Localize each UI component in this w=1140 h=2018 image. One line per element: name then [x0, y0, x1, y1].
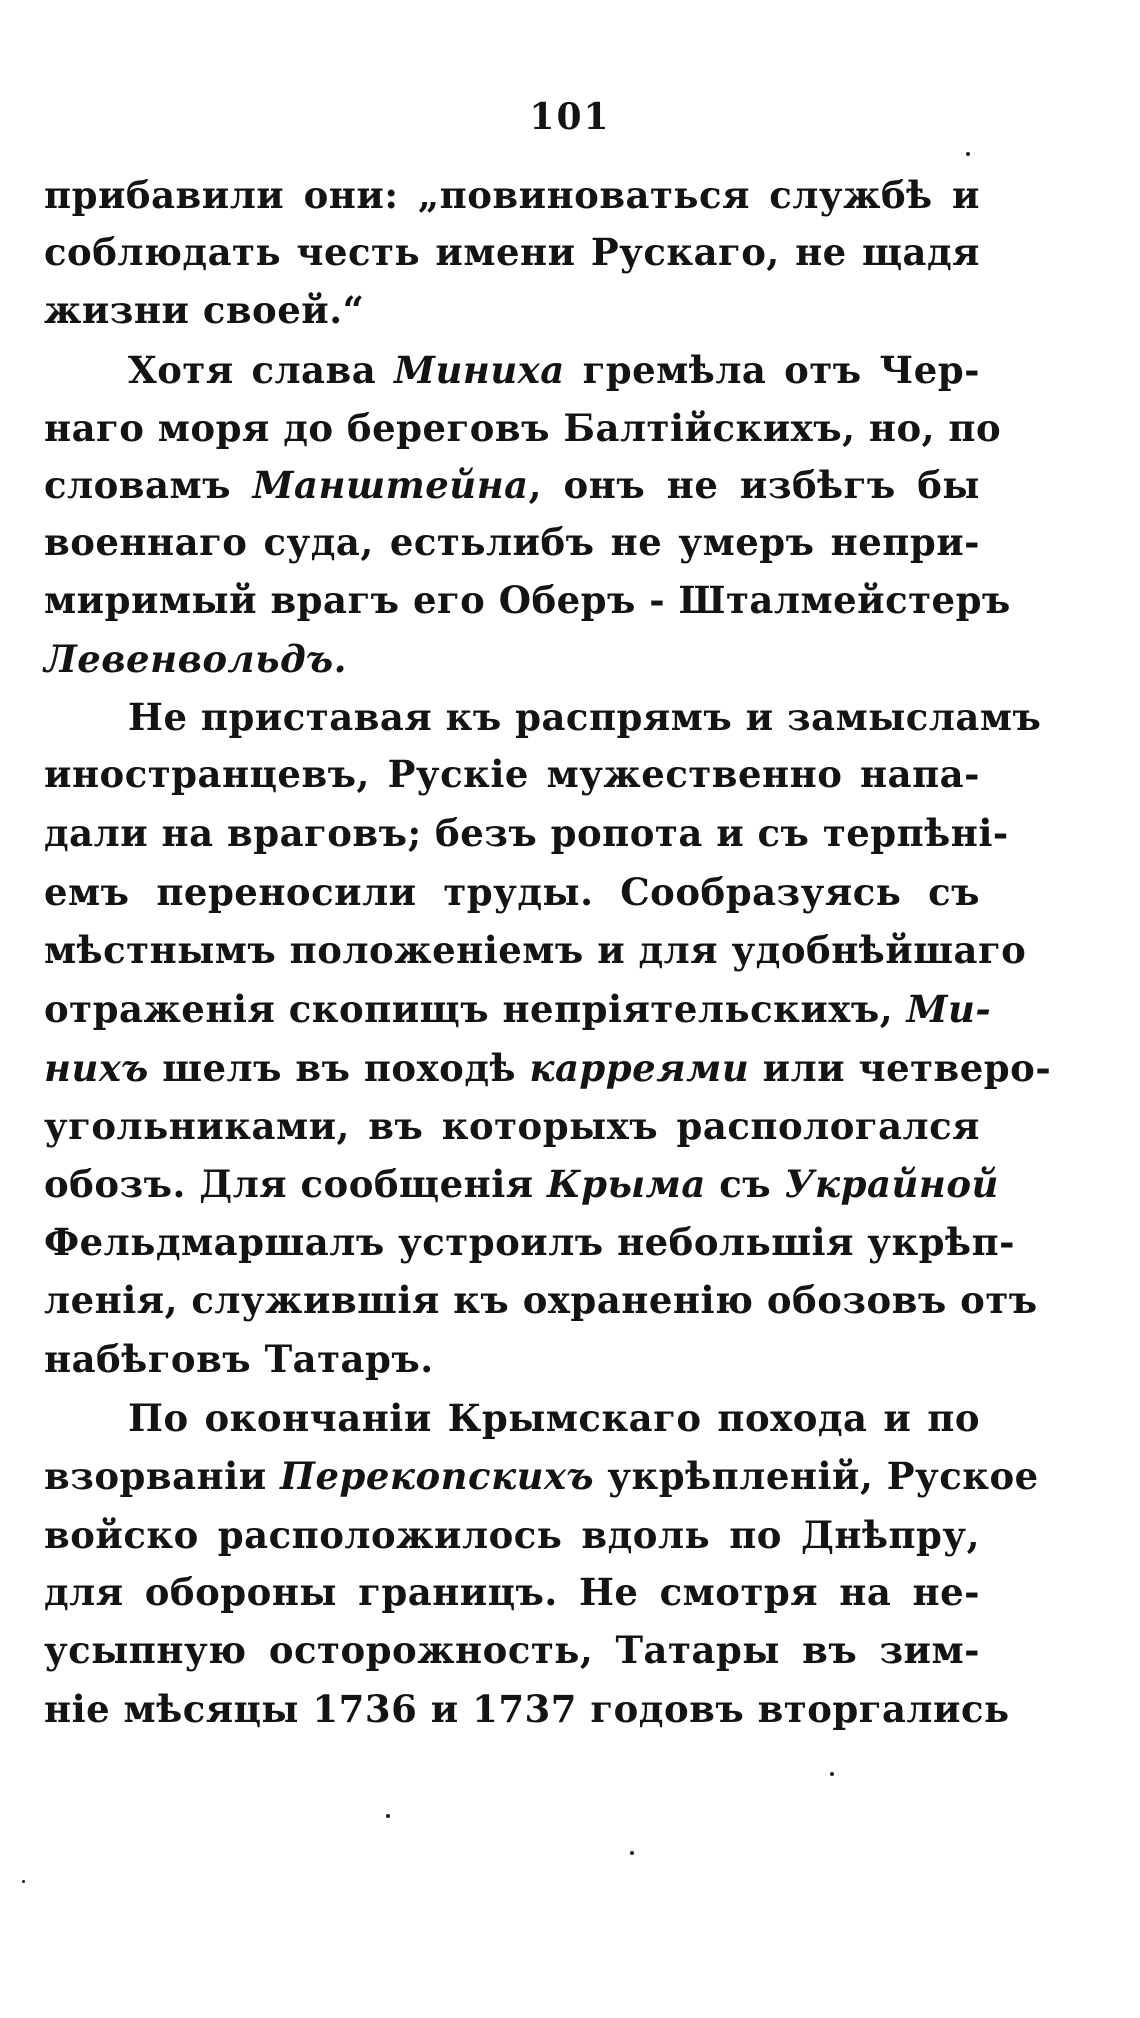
- text-run: ленія, служившія къ охраненію обозовъ отъ: [44, 1278, 1038, 1322]
- text-line: [44, 1271, 1038, 1329]
- text-run: Не приставая къ распрямъ и замысламъ: [128, 695, 1042, 739]
- text-run: съ: [705, 1162, 785, 1206]
- scan-speck: [22, 1880, 25, 1883]
- text-run: отраженія скопищъ непріятельскихъ,: [44, 987, 907, 1031]
- text-line: [128, 1389, 980, 1447]
- italic-text: Левенвольдъ.: [44, 637, 348, 681]
- text-line: [44, 1680, 1010, 1738]
- text-run: обозъ. Для сообщенія: [44, 1162, 547, 1206]
- italic-text: Крыма: [547, 1162, 706, 1206]
- text-line: [44, 1213, 1016, 1271]
- italic-text: карреями: [529, 1046, 750, 1090]
- text-line: [44, 1155, 999, 1213]
- text-line: [44, 1097, 980, 1155]
- text-line: [44, 399, 1002, 457]
- italic-text: Ми-: [906, 987, 992, 1031]
- text-run: соблюдать честь имени Рускаго, не щадя: [44, 230, 980, 274]
- text-run: иностранцевъ, Рускіе мужественно напа-: [44, 752, 980, 796]
- text-run: для обороны границъ. Не смотря на не-: [44, 1570, 980, 1614]
- text-run: войско расположилось вдоль по Днѣпру,: [44, 1513, 980, 1557]
- scan-speck: [830, 1772, 834, 1776]
- text-line: [44, 571, 1011, 629]
- text-run: ніе мѣсяцы 1736 и 1737 годовъ вторгались: [44, 1687, 1010, 1731]
- text-run: наго моря до береговъ Балтійскихъ, но, по: [44, 406, 1002, 450]
- text-line: [44, 980, 992, 1038]
- text-line: [44, 166, 980, 224]
- text-line: [44, 1621, 980, 1679]
- text-run: емъ переносили труды. Сообразуясь съ: [44, 870, 980, 914]
- text-run: военнаго суда, естьлибъ не умеръ непри-: [44, 520, 980, 564]
- italic-text: Украйной: [784, 1162, 999, 1206]
- italic-text: нихъ: [44, 1046, 149, 1090]
- text-run: словамъ: [44, 463, 253, 507]
- text-run: Хотя слава: [128, 348, 395, 392]
- scan-speck: [630, 1851, 634, 1855]
- text-run: По окончаніи Крымскаго похода и по: [128, 1396, 980, 1440]
- italic-text: Миниха: [394, 348, 565, 392]
- text-line: [44, 513, 980, 571]
- italic-text: Манштейна: [252, 463, 529, 507]
- text-line: [128, 688, 1042, 746]
- text-run: , онъ не избѣгъ бы: [528, 463, 980, 507]
- text-run: взорваніи: [44, 1454, 281, 1498]
- scan-speck: [386, 1814, 390, 1818]
- text-run: гремѣла отъ Чер-: [564, 348, 980, 392]
- text-run: прибавили они: „повиноваться службѣ и: [44, 173, 980, 217]
- text-line: [44, 630, 980, 688]
- text-line: [44, 1330, 980, 1388]
- text-line: [128, 341, 980, 399]
- page-number: 101: [529, 96, 611, 138]
- text-run: жизни своей.“: [44, 288, 365, 332]
- text-line: [44, 223, 980, 281]
- text-line: [44, 804, 1009, 862]
- text-line: [44, 1506, 980, 1564]
- text-run: или четверо-: [749, 1046, 1052, 1090]
- text-line: [44, 863, 980, 921]
- text-line: [44, 1447, 1039, 1505]
- text-run: угольниками, въ которыхъ распологался: [44, 1104, 980, 1148]
- text-line: [44, 456, 980, 514]
- italic-text: Перекопскихъ: [280, 1454, 594, 1498]
- text-run: укрѣпленій, Руское: [593, 1454, 1039, 1498]
- text-line: [44, 921, 1027, 979]
- text-line: [44, 745, 980, 803]
- text-line: [44, 1563, 980, 1621]
- text-run: Фельдмаршалъ устроилъ небольшія укрѣп-: [44, 1220, 1016, 1264]
- text-run: усыпную осторожность, Татары въ зим-: [44, 1628, 980, 1672]
- text-run: шелъ въ походѣ: [148, 1046, 530, 1090]
- text-run: набѣговъ Татаръ.: [44, 1337, 434, 1381]
- text-run: миримый врагъ его Оберъ - Шталмейстеръ: [44, 578, 1011, 622]
- text-line: [44, 281, 980, 339]
- scan-speck: [966, 152, 970, 156]
- text-line: [44, 1039, 1052, 1097]
- text-run: мѣстнымъ положеніемъ и для удобнѣйшаго: [44, 928, 1027, 972]
- text-run: дали на враговъ; безъ ропота и съ терпѣні-: [44, 811, 1009, 855]
